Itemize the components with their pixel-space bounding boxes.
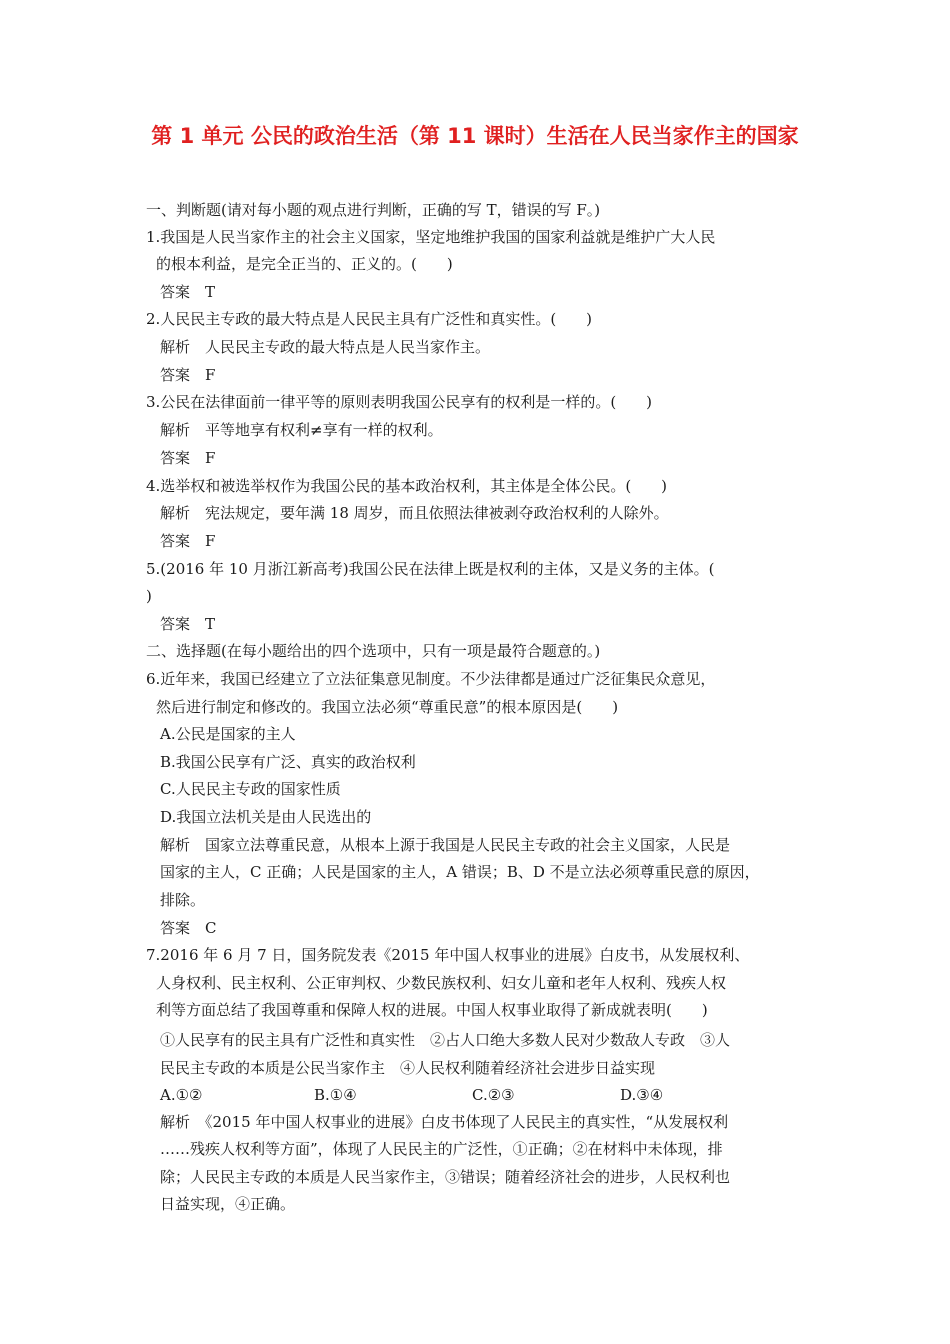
text-line: 解析 宪法规定，要年满 18 周岁，而且依照法律被剥夺政治权利的人除外。 bbox=[160, 504, 669, 522]
text-line: 一、判断题(请对每小题的观点进行判断，正确的写 T，错误的写 F。) bbox=[146, 201, 601, 219]
text-line: 7.2016 年 6 月 7 日，国务院发表《2015 年中国人权事业的进展》白皮书，从发展权利、 bbox=[146, 946, 750, 964]
text-line: 除；人民民主专政的本质是人民当家作主，③错误；随着经济社会的进步，人民权利也 bbox=[160, 1168, 731, 1186]
text-line: 排除。 bbox=[160, 891, 206, 909]
text-line: 答案 F bbox=[160, 532, 216, 550]
text-line: 日益实现，④正确。 bbox=[160, 1195, 296, 1213]
text-line: 解析 人民民主专政的最大特点是人民当家作主。 bbox=[160, 338, 491, 356]
text-line: 答案 F bbox=[160, 449, 216, 467]
document-title: 第 1 单元 公民的政治生活（第 11 课时）生活在人民当家作主的国家 bbox=[151, 124, 799, 148]
text-line: 利等方面总结了我国尊重和保障人权的进展。中国人权事业取得了新成就表明( ) bbox=[156, 1001, 708, 1019]
text-line: C.人民民主专政的国家性质 bbox=[160, 780, 341, 798]
text-line: 解析 平等地享有权利≠享有一样的权利。 bbox=[160, 421, 443, 439]
text-line: 3.公民在法律面前一律平等的原则表明我国公民享有的权利是一样的。( ) bbox=[146, 393, 653, 411]
text-line: 人身权利、民主权利、公正审判权、少数民族权利、妇女儿童和老年人权利、残疾人权 bbox=[156, 974, 727, 992]
text-line: B.我国公民享有广泛、真实的政治权利 bbox=[160, 753, 416, 771]
text-line: 民民主专政的本质是公民当家作主 ④人民权利随着经济社会进步日益实现 bbox=[160, 1059, 656, 1077]
text-line: 二、选择题(在每小题给出的四个选项中，只有一项是最符合题意的。) bbox=[146, 642, 601, 660]
text-line: 1.我国是人民当家作主的社会主义国家，坚定地维护我国的国家利益就是维护广大人民 bbox=[146, 228, 716, 246]
text-line: 答案 T bbox=[160, 615, 216, 633]
text-line: 然后进行制定和修改的。我国立法必须“尊重民意”的根本原因是( ) bbox=[156, 698, 619, 716]
choice-option: D.③④ bbox=[620, 1086, 664, 1104]
text-line: 2.人民民主专政的最大特点是人民民主具有广泛性和真实性。( ) bbox=[146, 310, 593, 328]
text-line: 5.(2016 年 10 月浙江新高考)我国公民在法律上既是权利的主体，又是义务的主体。( bbox=[146, 560, 715, 578]
text-line: A.公民是国家的主人 bbox=[160, 725, 296, 743]
text-line: 答案 F bbox=[160, 366, 216, 384]
text-line: ①人民享有的民主具有广泛性和真实性 ②占人口绝大多数人民对少数敌人专政 ③人 bbox=[160, 1031, 731, 1049]
text-line: 的根本利益，是完全正当的、正义的。( ) bbox=[156, 255, 453, 273]
text-line: 答案 C bbox=[160, 919, 217, 937]
choice-option: B.①④ bbox=[314, 1086, 357, 1104]
text-line: ) bbox=[146, 587, 152, 605]
text-line: D.我国立法机关是由人民选出的 bbox=[160, 808, 372, 826]
text-line: 6.近年来，我国已经建立了立法征集意见制度。不少法律都是通过广泛征集民众意见， bbox=[146, 670, 716, 688]
text-line: 解析 国家立法尊重民意，从根本上源于我国是人民民主专政的社会主义国家，人民是 bbox=[160, 836, 731, 854]
choice-option: C.②③ bbox=[472, 1086, 515, 1104]
text-line: 4.选举权和被选举权作为我国公民的基本政治权利，其主体是全体公民。( ) bbox=[146, 477, 668, 495]
choice-option: A.①② bbox=[160, 1086, 203, 1104]
text-line: 答案 T bbox=[160, 283, 216, 301]
text-line: 解析 《2015 年中国人权事业的进展》白皮书体现了人民民主的真实性，“从发展权利 bbox=[160, 1113, 729, 1131]
text-line: 国家的主人，C 正确；人民是国家的主人，A 错误；B、D 不是立法必须尊重民意的原因， bbox=[160, 863, 760, 881]
text-line: ……残疾人权利等方面”，体现了人民民主的广泛性，①正确；②在材料中未体现，排 bbox=[160, 1140, 723, 1158]
